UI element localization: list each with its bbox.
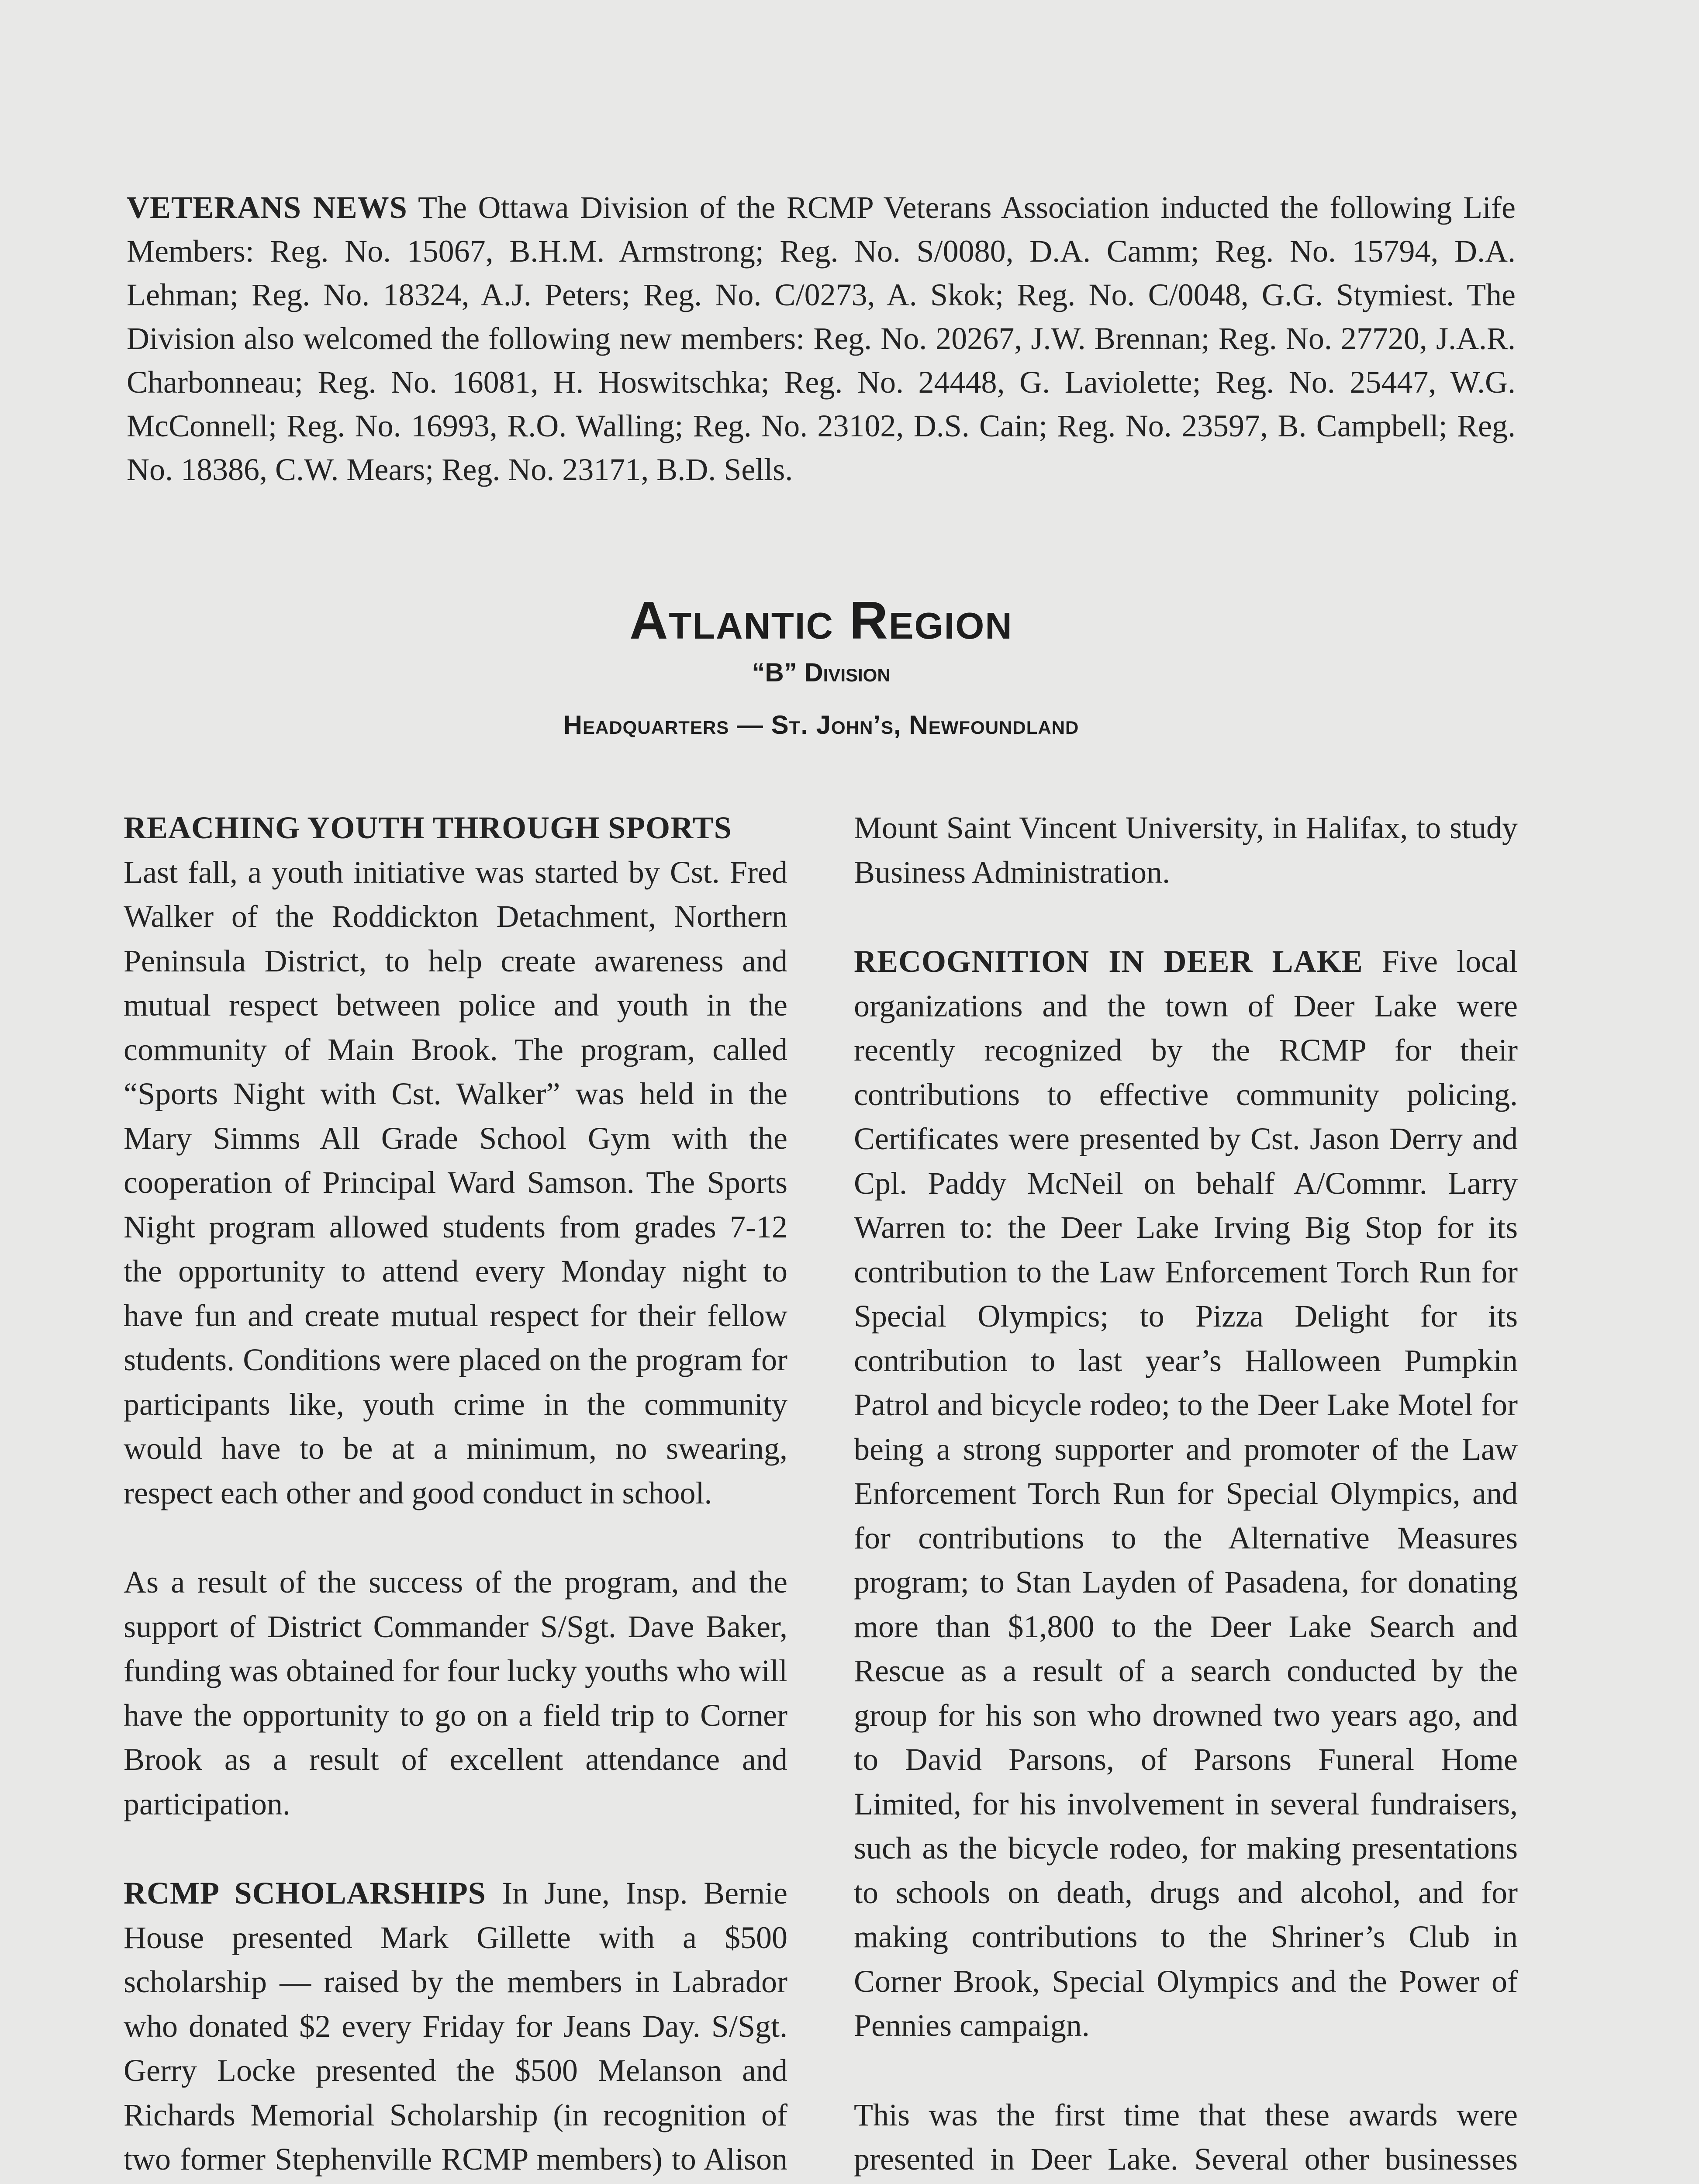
youth-article-text: Last fall, a youth initiative was started by Cst. Fred Walker of the Roddickton Detachment, Northern Peninsula District, to help create awareness and mutual respect between police and youth in the community of Main Brook. The program, called “Sports Night with Cst. Walker” was held in the Mary Simms All Grade School Gym with the cooperation of Principal Ward Samson. The Sports Night program allowed students from grades 7-12 the opportunity to attend every Monday night to have fun and create mutual respect for their fellow students. Conditions were placed on the program for participants like, youth crime in the community would have to be at a minimum, no swearing, respect each other and good conduct in school. <box>124 854 787 1510</box>
scholarship-article <box>124 1871 787 2184</box>
deer-lake-text: Five local organizations and the town of Deer Lake were recently recognized by the RCMP for their contributions to effective community policing. Certificates were presented by Cst. Jason Derry and Cpl. Paddy McNeil on behalf A/Commr. Larry Warren to: the Deer Lake Irving Big Stop for its contribution to the Law Enforcement Torch Run for Special Olympics; to Pizza Delight for its contribution to last year’s Halloween Pumpkin Patrol and bicycle rodeo; to the Deer Lake Motel for being a strong supporter and promoter of the Law Enforcement Torch Run for Special Olympics, and for contributions to the Alternative Measures program; to Stan Layden of Pasadena, for donating more than $1,800 to the Deer Lake Search and Rescue as a result of a search conducted by the group for his son who drowned two years ago, and to David Parsons, of Parsons Funeral Home Limited, for his involvement in several fundraisers, such as the bicycle rodeo, for making presentations to schools on death, drugs and alcohol, and for making contributions to the Shriner’s Club in Corner Brook, Special Olympics and the Power of Pennies campaign. <box>854 944 1518 2043</box>
left-column <box>124 806 787 2184</box>
headquarters-subtitle: Headquarters — St. John’s, Newfoundland <box>563 710 1079 740</box>
youth-article-heading: REACHING YOUTH THROUGH SPORTS <box>124 810 732 845</box>
scholarship-heading: RCMP SCHOLARSHIPS <box>124 1876 486 1911</box>
youth-article-p1 <box>124 806 787 1515</box>
youth-article-p2: As a result of the success of the program, and the support of District Commander S/Sgt. Dave Baker, funding was obtained for four lucky youths who will have the opportunity to go on a field trip to Corner Brook as a result of excellent attendance and participation. <box>124 1565 787 1821</box>
deer-lake-closing: This was the first time that these awards were presented in Deer Lake. Several other businesses <box>854 2097 1518 2177</box>
scholarship-text: In June, Insp. Bernie House presented Mark Gillette with a $500 scholarship — raised by the members in Labrador who donated $2 every Friday for Jeans Day. S/Sgt. Gerry Locke presented the $500 Melanson and Richards Memorial Scholarship (in recognition of two former Stephenville RCMP members) to Alison <box>124 1876 788 2177</box>
right-column <box>854 806 1518 2184</box>
region-title: Atlantic Region <box>629 591 1013 650</box>
veterans-news-text: The Ottawa Division of the RCMP Veterans Association inducted the following Life Members: Reg. No. 15067, B.H.M. Armstrong; Reg. No. S/0080, D.A. Camm; Reg. No. 15794, D.A. Lehman; Reg. No. 18324, A.J. Peters; Reg. No. C/0273, A. Skok; Reg. No. C/0048, G.G. Stymiest. The Division also welcomed the following new members: Reg. No. 20267, J.W. Brennan; Reg. No. 27720, J.A.R. Charbonneau; Reg. No. 16081, H. Hoswitschka; Reg. No. 24448, G. Laviolette; Reg. No. 25447, W.G. McConnell; Reg. No. 16993, R.O. Walling; Reg. No. 23102, D.S. Cain; Reg. No. 23597, B. Campbell; Reg. No. 18386, C.W. Mears; Reg. No. 23171, B.D. Sells. <box>127 190 1516 487</box>
veterans-news-paragraph <box>127 186 1516 491</box>
scholarship-continued: Mount Saint Vincent University, in Halifax, to study Business Administration. <box>854 810 1518 890</box>
division-subtitle: “B” Division <box>752 658 891 687</box>
deer-lake-heading: RECOGNITION IN DEER LAKE <box>854 944 1363 979</box>
veterans-news-heading: VETERANS NEWS <box>127 190 407 225</box>
deer-lake-article <box>854 940 1518 2048</box>
